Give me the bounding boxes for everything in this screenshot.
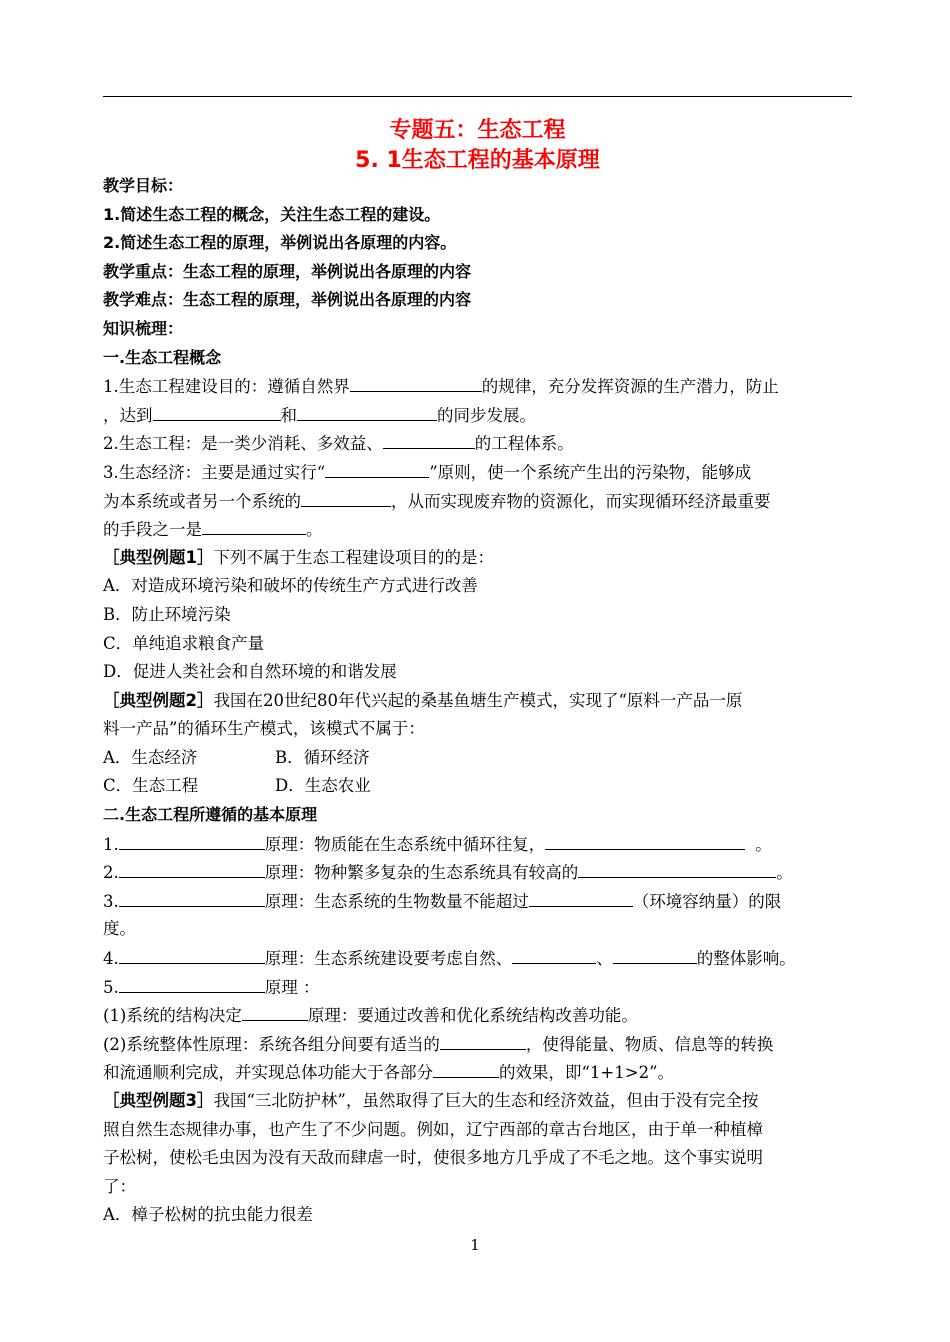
- text: 的效果，即“1+1>2”。: [499, 1063, 675, 1083]
- example-tag: ［典型例题3］: [103, 1091, 214, 1110]
- concept-line-5: [103, 487, 852, 516]
- text: 下列不属于生态工程建设项目的的是：: [213, 547, 494, 567]
- text: 的同步发展。: [437, 405, 536, 425]
- concept-line-6: [103, 515, 852, 544]
- example-3-question-cont-2: 子松树，使松毛虫因为没有天敌而肆虐一时，使很多地方几乎成了不毛之地。这个事实说明: [103, 1148, 763, 1168]
- text: 的规律，充分发挥资源的生产潜力，防止: [481, 377, 779, 397]
- text: (2)系统整体性原理：系统各组分间要有适当的: [103, 1034, 440, 1054]
- text: 3.生态经济：主要是通过实行“: [103, 462, 326, 482]
- blank: [119, 973, 265, 993]
- principle-5-1: [103, 1001, 852, 1030]
- principle-5: [103, 973, 852, 1002]
- concept-line-3: [103, 429, 852, 458]
- blank: [325, 458, 429, 478]
- header-rule: [103, 96, 852, 97]
- example-2-options-ab: [103, 744, 852, 773]
- text: 我国在20世纪80年代兴起的桑基鱼塘生产模式，实现了“原料一产品一原: [213, 690, 743, 710]
- blank: [512, 944, 596, 964]
- text: （环境容纳量）的限: [632, 891, 782, 911]
- text: 的手段之一是: [103, 520, 202, 540]
- example-3-question-cont-3: 了：: [103, 1176, 136, 1196]
- blank: [578, 858, 776, 878]
- blank: [153, 401, 281, 421]
- text: 。: [306, 520, 323, 540]
- example-3-option-a: A．樟子松树的抗虫能力很差: [103, 1205, 313, 1225]
- text: 4.: [103, 949, 119, 969]
- example-1-option-b: B．防止环境污染: [103, 604, 231, 624]
- text: ，使得能量、物质、信息等的转换: [525, 1034, 774, 1054]
- option-a: A．生态经济: [103, 747, 198, 767]
- document-body: [103, 172, 852, 1230]
- principle-5-2: [103, 1030, 852, 1059]
- blank: [119, 944, 265, 964]
- principle-2: [103, 858, 852, 887]
- text: 2.生态工程：是一类少消耗、多效益、: [103, 434, 383, 454]
- doc-subtitle: 5. 1生态工程的基本原理: [355, 148, 600, 173]
- knowledge-heading: 知识梳理：: [103, 318, 184, 338]
- text: ”原则，使一个系统产生出的污染物，能够成: [429, 462, 752, 482]
- text: 原理：生态系统建设要考虑自然、: [264, 949, 513, 969]
- blank: [440, 1030, 526, 1050]
- example-2-question-cont: 料一产品”的循环生产模式，该模式不属于：: [103, 719, 425, 739]
- section-1-heading: 一.生态工程概念: [103, 347, 222, 367]
- principle-5-3: [103, 1058, 852, 1087]
- text: 的整体影响。: [696, 949, 796, 969]
- principle-3-cont: 度。: [103, 919, 136, 939]
- example-1-option-d: D．促进人类社会和自然环境的和谐发展: [103, 662, 397, 682]
- text: ，达到: [103, 405, 153, 425]
- text: 1.: [103, 834, 119, 854]
- blank: [119, 887, 265, 907]
- text: 为本系统或者另一个系统的: [103, 491, 301, 511]
- blank: [297, 401, 437, 421]
- blank: [383, 429, 475, 449]
- goal-1: 1.简述生态工程的概念，关注生态工程的建设。: [103, 204, 441, 224]
- goals-heading: 教学目标：: [103, 176, 184, 195]
- page-number: 1: [470, 1236, 480, 1254]
- blank: [242, 1001, 308, 1021]
- blank: [613, 944, 697, 964]
- text: 原理：物质能在生态系统中循环往复，: [264, 834, 546, 854]
- blank: [529, 887, 633, 907]
- blank: [545, 830, 745, 850]
- example-2-options-cd: [103, 772, 852, 801]
- text: 。: [755, 834, 772, 854]
- blank: [119, 830, 265, 850]
- goal-2: 2.简述生态工程的原理，举例说出各原理的内容。: [103, 233, 457, 253]
- principle-1: [103, 830, 852, 859]
- text: 的工程体系。: [474, 434, 574, 454]
- text: 我国“三北防护林”，虽然取得了巨大的生态和经济效益，但由于没有完全按: [213, 1091, 759, 1110]
- text: 3.: [103, 891, 119, 911]
- text: (1)系统的结构决定: [103, 1006, 242, 1026]
- text: 、: [596, 949, 613, 969]
- doc-title: 专题五：生态工程: [389, 118, 566, 143]
- option-c: C．生态工程: [103, 776, 199, 796]
- text: 。: [776, 863, 793, 883]
- text: 1.生态工程建设目的：遵循自然界: [103, 377, 350, 397]
- text: 原理：要通过改善和优化系统结构改善功能。: [307, 1006, 638, 1026]
- key-point: 教学重点：生态工程的原理，举例说出各原理的内容: [103, 261, 472, 281]
- principle-4: [103, 944, 852, 973]
- text: ，从而实现废弃物的资源化，而实现循环经济最重要: [391, 491, 771, 511]
- option-b: B．循环经济: [275, 747, 370, 767]
- text: 和流通顺利完成，并实现总体功能大于各部分: [103, 1063, 433, 1083]
- blank: [301, 487, 391, 507]
- text: 原理 ：: [264, 977, 320, 997]
- blank: [202, 515, 306, 535]
- text: 和: [280, 405, 297, 425]
- principle-3: [103, 887, 852, 916]
- example-3-question: [103, 1087, 852, 1116]
- option-d: D．生态农业: [275, 776, 371, 796]
- example-1-option-c: C．单纯追求粮食产量: [103, 633, 265, 653]
- example-1-question: [103, 544, 852, 573]
- example-tag: ［典型例题1］: [103, 547, 214, 567]
- concept-line-2: [103, 401, 852, 430]
- concept-line-4: [103, 458, 852, 487]
- section-2-heading: 二.生态工程所遵循的基本原理: [103, 805, 318, 825]
- blank: [350, 372, 482, 392]
- concept-line-1: [103, 372, 852, 401]
- example-1-option-a: A．对造成环境污染和破坏的传统生产方式进行改善: [103, 576, 478, 596]
- text: 5.: [103, 977, 119, 997]
- example-3-question-cont-1: 照自然生态规律办事，也产生了不少问题。例如，辽宁西部的章古台地区，由于单一种植樟: [103, 1119, 763, 1139]
- difficulty: 教学难点：生态工程的原理，举例说出各原理的内容: [103, 290, 472, 310]
- text: 2.: [103, 863, 119, 883]
- text: 原理：生态系统的生物数量不能超过: [264, 891, 529, 911]
- blank: [119, 858, 265, 878]
- example-2-question: [103, 687, 852, 716]
- text: 原理：物种繁多复杂的生态系统具有较高的: [264, 863, 579, 883]
- blank: [433, 1058, 499, 1078]
- example-tag: ［典型例题2］: [103, 690, 214, 710]
